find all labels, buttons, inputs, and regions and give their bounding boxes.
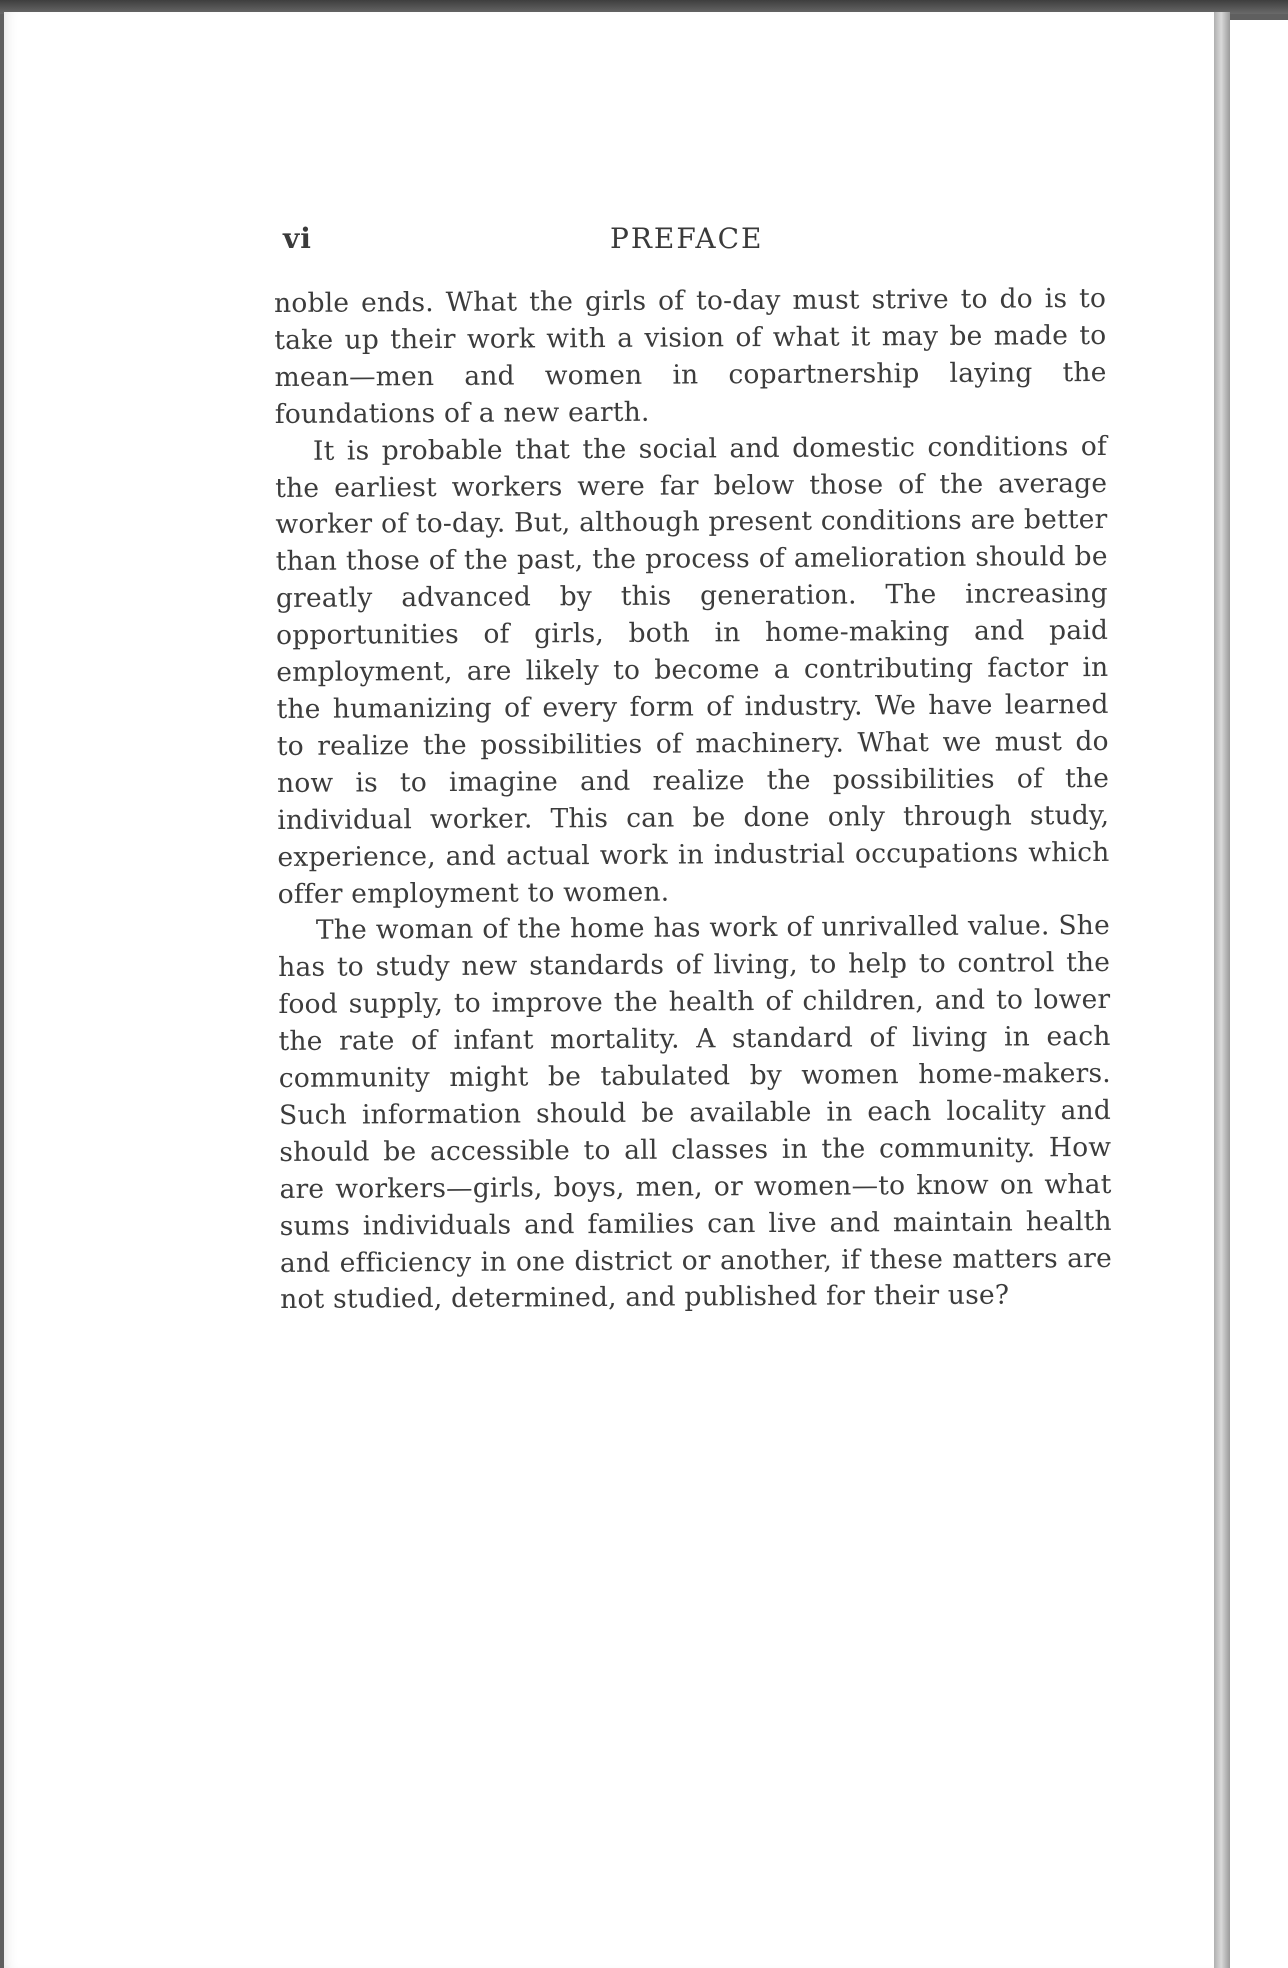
paragraph: It is probable that the social and domestic conditions of the earliest workers were far below those of the average worker of to-day. But, although present conditions are better than those of the past, the process of amelioration should be greatly advanced by this generation. The increasing opportunities of girls, both in home-making and paid employment, are likely to become a contributing factor in the humanizing of every form of industry. We have learned to realize the possibilities of machinery. What we must do now is to imagine and realize the possibilities of the individual worker. This can be done only through study, experience, and actual work in industrial occupations which offer employment to women. — [275, 430, 1110, 910]
running-head: PREFACE — [610, 222, 764, 255]
adjacent-page — [1230, 20, 1288, 1968]
page-body — [274, 281, 1112, 1319]
paragraph: The woman of the home has work of unrivalled value. She has to study new standards of living, to help to control the food supply, to improve the health of children, and to lower the rate of infant mortality. A standard of living in each community might be tabulated by women home-makers. Such information should be available in each locality and should be accessible to all classes in the community. How are workers—girls, boys, men, or women—to know on what sums individuals and families can live and maintain health and efficiency in one district or another, if these matters are not studied, determined, and published for their use? — [278, 910, 1113, 1316]
paragraph-continued: noble ends. What the girls of to-day must strive to do is to take up their work with a vision of what it may be made to mean—men and women in copartnership laying the foundations of a new earth. — [274, 282, 1107, 430]
page-number: vi — [283, 222, 312, 255]
page-header — [283, 222, 1105, 266]
